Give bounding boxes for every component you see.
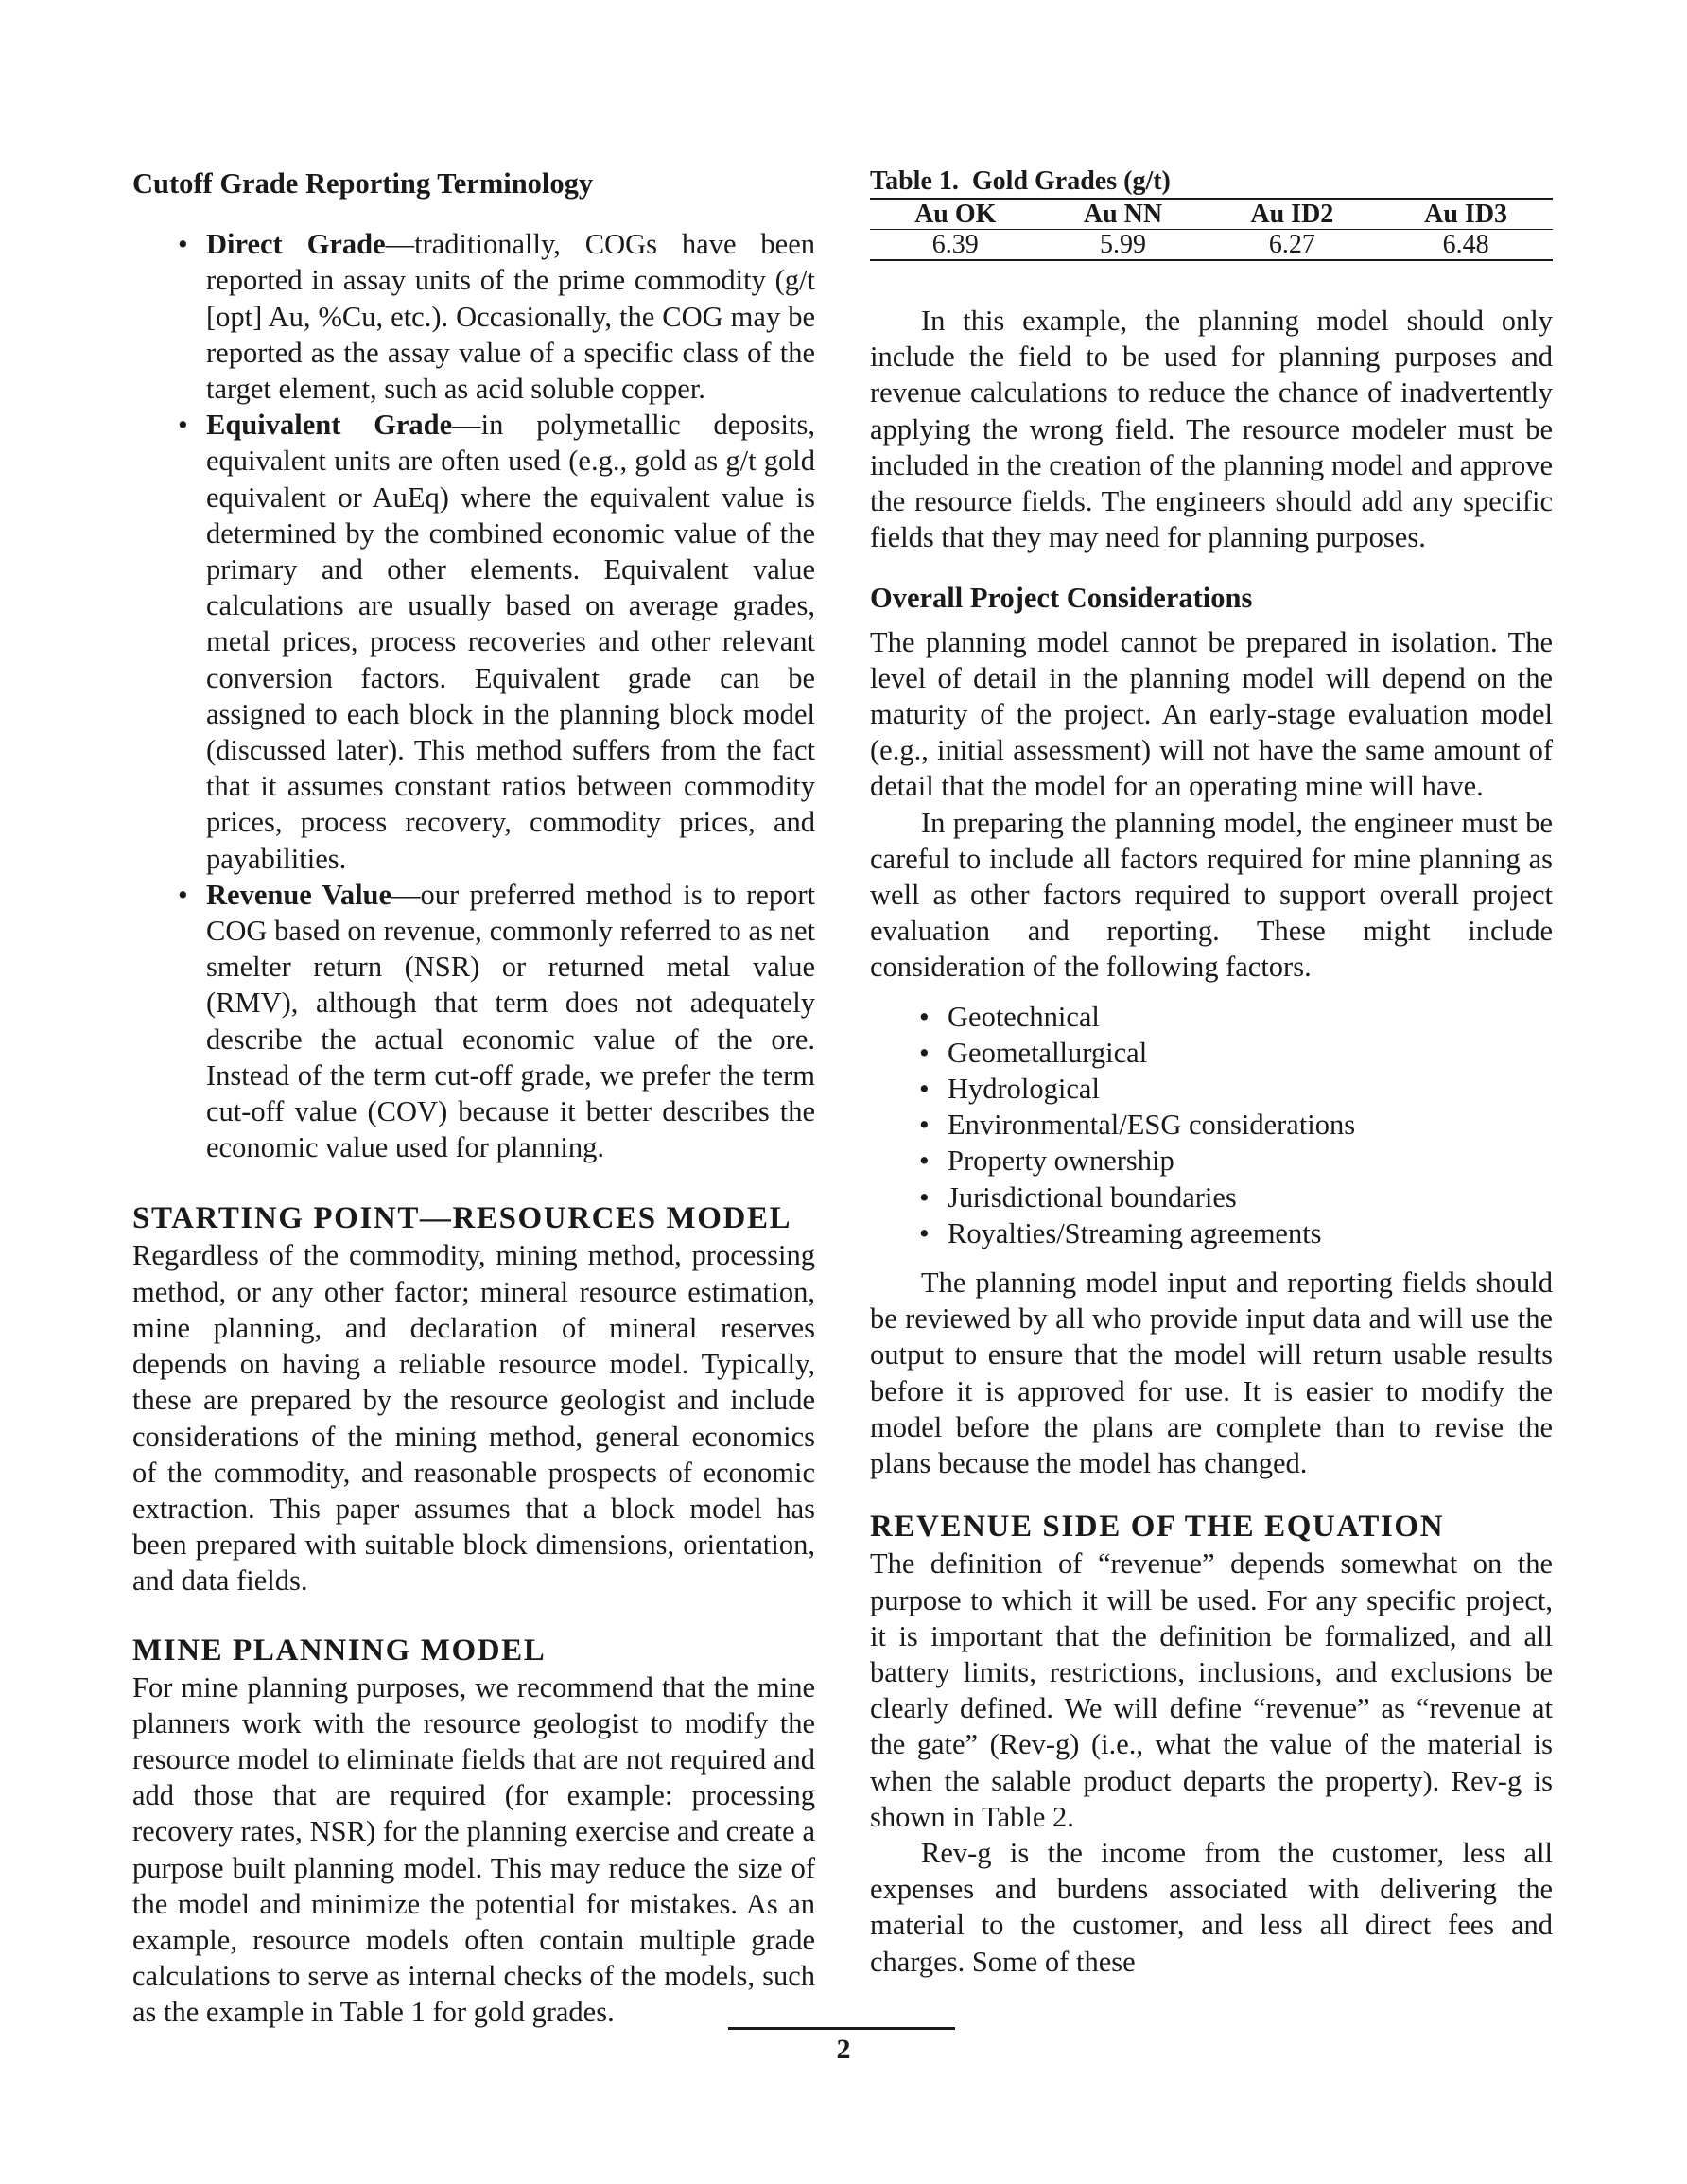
list-item: • Royalties/Streaming agreements <box>948 1215 1553 1251</box>
list-item: • Environmental/ESG considerations <box>948 1107 1553 1143</box>
term-name: Direct Grade <box>206 228 386 261</box>
table-header-cell: Au OK <box>870 199 1041 230</box>
overall-paragraph-2: In preparing the planning model, the engineer must be careful to include all factors required for mine planning as well as other factors required to support overall project evaluation and reporting. These might include consideration of the following factors. <box>870 806 1553 984</box>
revenue-paragraph-1: The definition of “revenue” depends somewhat on the purpose to which it will be used. For any specific project, it is important that the definition be formalized, and all battery limits, restrictions, inclusions, and exclusions be clearly defined. We will define “revenue” as “revenue at the gate” (Rev-g) (i.e., what the value of the material is when the salable product departs the property). Rev-g is shown in Table 2. <box>870 1547 1553 1833</box>
right-column <box>870 166 1553 1980</box>
term-direct-grade <box>206 226 815 407</box>
list-item: • Hydrological <box>948 1071 1553 1107</box>
overall-paragraph-3: The planning model input and reporting fields should be reviewed by all who provide input data and will use the output to ensure that the model will return usable results before it is approved for use. It is easier to modify the model before the plans are complete than to revise the plans because the model has changed. <box>870 1267 1553 1480</box>
cutoff-terminology-heading: Cutoff Grade Reporting Terminology <box>132 167 594 200</box>
revenue-heading: REVENUE SIDE OF THE EQUATION <box>870 1510 1445 1545</box>
table-caption: Table 1. Gold Grades (g/t) <box>870 166 1171 196</box>
table-header-cell: Au NN <box>1041 199 1206 230</box>
list-item: • Geometallurgical <box>948 1035 1553 1071</box>
overall-paragraph-1: The planning model cannot be prepared in isolation. The level of detail in the planning model will depend on the maturity of the project. An early-stage evaluation model (e.g., initial assessment) will not have the same amount of detail that the model for an operating mine will have. <box>870 625 1553 803</box>
mine-planning-paragraph: For mine planning purposes, we recommend that the mine planners work with the resource geologist to modify the resource model to eliminate fields that are not required and add those that are required (for example: processing recovery rates, NSR) for the planning exercise and create a purpose built planning model. This may reduce the size of the model and minimize the potential for mistakes. As an example, resource models often contain multiple grade calculations to serve as internal checks of the models, such as the example in Table 1 for gold grades. <box>132 1670 815 2029</box>
factors-list <box>870 999 1553 1251</box>
revenue-paragraph-2: Rev-g is the income from the customer, less all expenses and burdens associated with delivering the material to the customer, and less all direct fees and charges. Some of these <box>870 1836 1553 1978</box>
table-header-cell: Au ID3 <box>1379 199 1553 230</box>
table-cell: 6.39 <box>870 230 1041 261</box>
footer-rule <box>728 2027 955 2030</box>
table-header-row <box>870 199 1553 230</box>
cutoff-terms-list <box>132 226 815 1165</box>
table-cell: 5.99 <box>1041 230 1206 261</box>
starting-point-heading: STARTING POINT—RESOURCES MODEL <box>132 1201 792 1236</box>
term-description: —in polymetallic deposits, equivalent units are often used (e.g., gold as g/t gold equivalent or AuEq) where the equivalent value is determined by the combined economic value of the primary and other elements. Equivalent value calculations are usually based on average grades, metal prices, process recoveries and other relevant conversion factors. Equivalent grade can be assigned to each block in the planning block model (discussed later). This method suffers from the fact that it assumes constant ratios between commodity prices, process recovery, commodity prices, and payabilities. <box>206 409 816 875</box>
table-row <box>870 230 1553 261</box>
page-number: 2 <box>836 2034 851 2065</box>
list-item: • Property ownership <box>948 1143 1553 1179</box>
term-equivalent-grade <box>206 407 815 877</box>
starting-point-paragraph: Regardless of the commodity, mining method, processing method, or any other factor; mineral resource estimation, mine planning, and declaration of mineral reserves depends on having a reliable resource model. Typically, these are prepared by the resource geologist and include considerations of the mining method, general economics of the commodity, and reasonable prospects of economic extraction. This paper assumes that a block model has been prepared with suitable block dimensions, orientation, and data fields. <box>132 1239 815 1598</box>
list-item: • Jurisdictional boundaries <box>948 1179 1553 1215</box>
term-name: Revenue Value <box>206 878 392 911</box>
term-description: —our preferred method is to report COG based on revenue, commonly referred to as net smelter return (NSR) or returned metal value (RMV), although that term does not adequately describe the actual economic value of the ore. Instead of the term cut-off grade, we prefer the term cut-off value (COV) because it better describes the economic value used for planning. <box>206 878 815 1164</box>
table-header-cell: Au ID2 <box>1205 199 1379 230</box>
mine-planning-heading: MINE PLANNING MODEL <box>132 1633 547 1668</box>
table-cell: 6.27 <box>1205 230 1379 261</box>
table-cell: 6.48 <box>1379 230 1553 261</box>
left-column <box>132 166 815 2031</box>
gold-grades-table <box>870 198 1553 261</box>
term-description: —traditionally, COGs have been reported in assay units of the prime commodity (g/t [opt] Au, %Cu, etc.). Occasionally, the COG may be reported as the assay value of a specific class of the target element, such as acid soluble copper. <box>206 228 815 406</box>
overall-considerations-heading: Overall Project Considerations <box>870 582 1253 615</box>
example-paragraph: In this example, the planning model should only include the field to be used for planning purposes and revenue calculations to reduce the chance of inadvertently applying the wrong field. The resource modeler must be included in the creation of the planning model and approve the resource fields. The engineers should add any specific fields that they may need for planning purposes. <box>870 305 1553 554</box>
term-revenue-value <box>206 877 815 1166</box>
term-name: Equivalent Grade <box>206 409 453 442</box>
list-item: • Geotechnical <box>948 999 1553 1035</box>
